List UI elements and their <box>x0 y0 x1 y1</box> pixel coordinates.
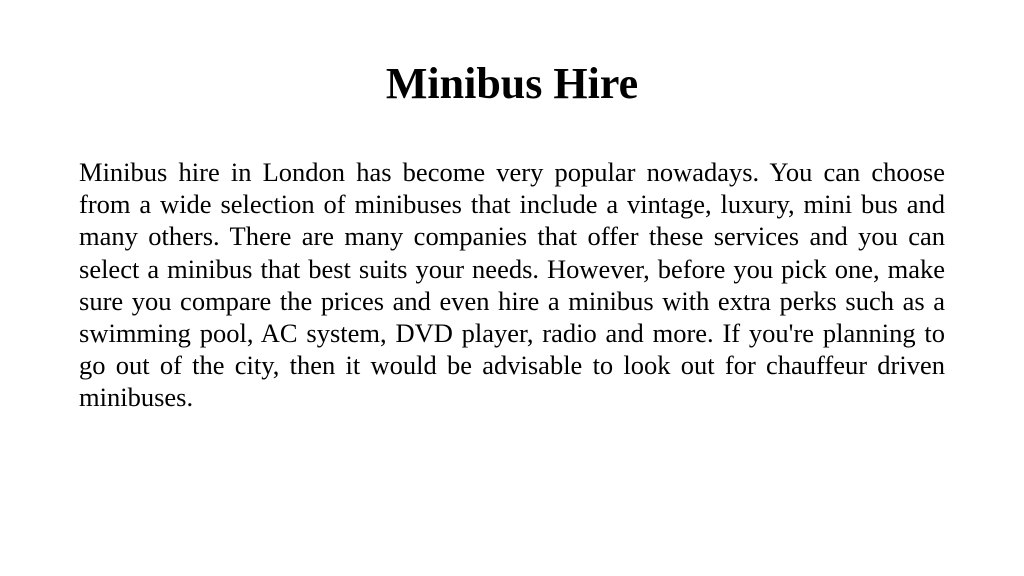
slide-body-paragraph: Minibus hire in London has become very popular nowadays. You can choose from a wide selection of minibuses that include a vintage, luxury, mini bus and many others. There are many companies that offer these services and you can select a minibus that best suits your needs. However, before you pick one, make sure you compare the prices and even hire a minibus with extra perks such as a swimming pool, AC system, DVD player, radio and more. If you're planning to go out of the city, then it would be advisable to look out for chauffeur driven minibuses. <box>79 157 945 413</box>
slide-title: Minibus Hire <box>385 59 639 108</box>
